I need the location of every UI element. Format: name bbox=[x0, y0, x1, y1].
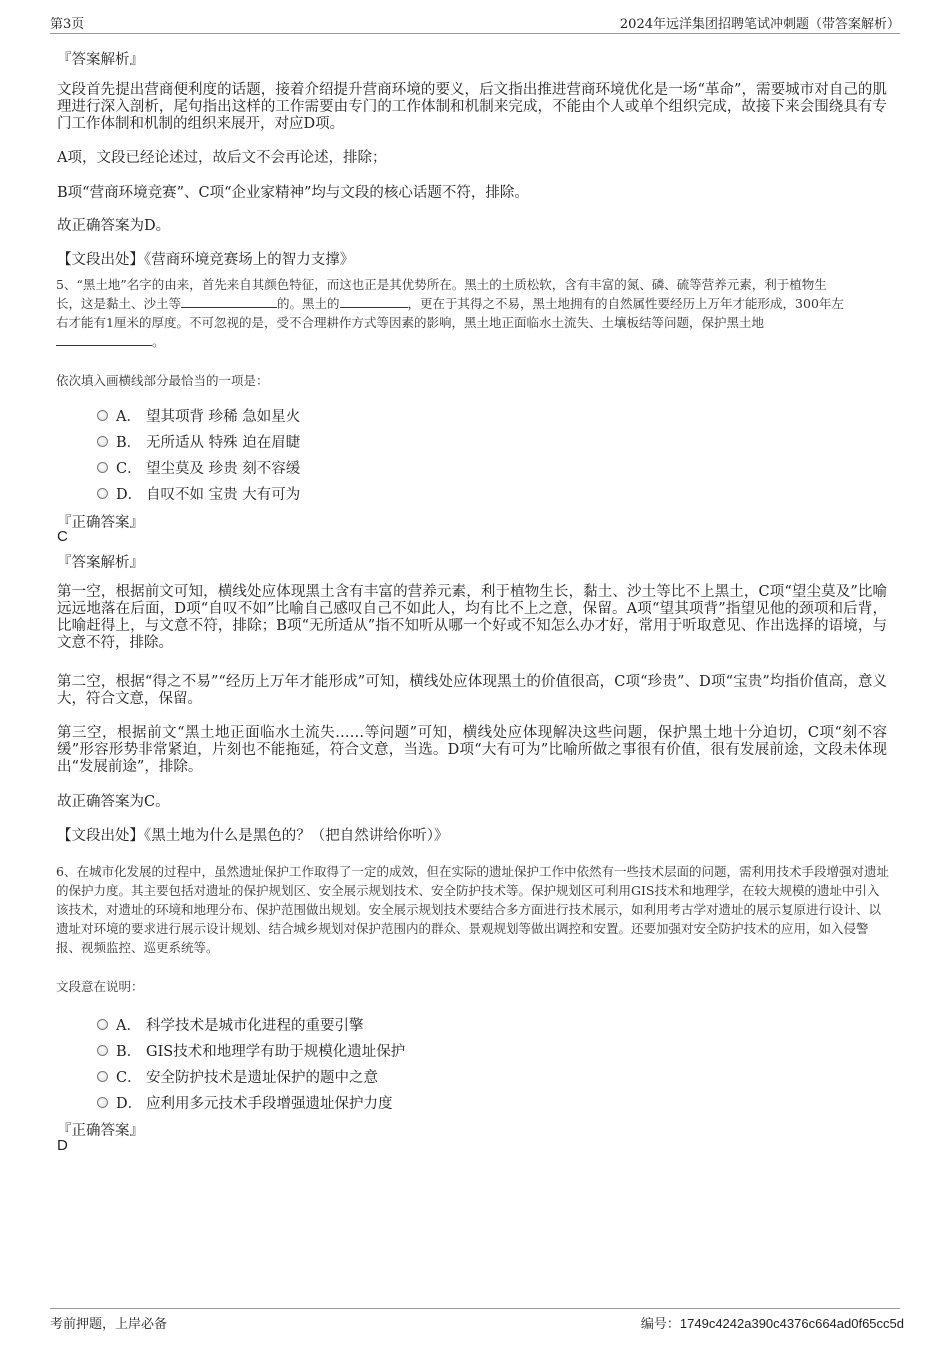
radio-icon[interactable] bbox=[97, 1045, 108, 1056]
analysis-paragraph: 第一空，根据前文可知，横线处应体现黑土含有丰富的营养元素，利于植物生长，黏土、沙土等比不上黑土，C项“望尘莫及”比喻远远地落在后面，D项“自叹不如”比喻自己感叹自己不如此人，均有比不上之意，保留。A项“望其项背”指望见他的颈项和后背，比喻赶得上，与文意不符，排除；B项“无所适从”指不知听从哪一个好或不知怎么办才好，常用于听取意见、作出选择的语境，与文意不符，排除。 bbox=[57, 584, 887, 651]
question-prompt: 文段意在说明： bbox=[56, 979, 144, 994]
option-d[interactable]: D． 自叹不如 宝贵 大有可为 bbox=[97, 483, 300, 504]
fill-blank-1 bbox=[181, 295, 277, 308]
correct-answer-value: D bbox=[57, 1137, 68, 1154]
correct-answer-statement: 故正确答案为D。 bbox=[57, 218, 171, 234]
analysis-paragraph: 第三空，根据前文“黑土地正面临水土流失……等问题”可知，横线处应体现解决这些问题，保护黑土地十分迫切，C项“刻不容缓”形容形势非常紧迫，片刻也不能拖延，符合文意，当选。D项“大有可为”比喻所做之事很有价值，很有发展前途，文段未体现出“发展前途”，排除。 bbox=[57, 725, 887, 775]
analysis-label: 『答案解析』 bbox=[57, 555, 144, 571]
correct-answer-value: C bbox=[57, 528, 68, 545]
correct-answer-label: 『正确答案』 bbox=[57, 515, 144, 531]
question-6-stem: 6、在城市化发展的过程中，虽然遗址保护工作取得了一定的成效，但在实际的遗址保护工作中依然有一些技术层面的问题，需利用技术手段增强对遗址的保护力度。其主要包括对遗址的保护规划区、安全展示规划技术、安全防护技术等。保护规划区可利用GIS技术和地理学，在较大规模的遗址中引入该技术，对遗址的环境和地理分布、保护范围做出规划。安全展示规划技术要结合多方面进行技术展示，如利用考古学对遗址的展示复原进行设计、以遗址对环境的要求进行展示设计规划、结合城乡规划对保护范围内的群众、景观规划等做出调控和安置。还要加强对安全防护技术的应用，如入侵警报、视频监控、巡更系统等。 bbox=[56, 864, 889, 955]
document-id: 编号：1749c4242a390c4376c664ad0f65cc5d bbox=[640, 1316, 904, 1331]
radio-icon[interactable] bbox=[97, 488, 108, 499]
footer-divider bbox=[50, 1308, 900, 1309]
question-5-stem bbox=[56, 275, 890, 351]
option-b[interactable]: B． 无所适从 特殊 迫在眉睫 bbox=[97, 431, 300, 452]
radio-icon[interactable] bbox=[97, 1071, 108, 1082]
radio-icon[interactable] bbox=[97, 436, 108, 447]
analysis-paragraph: B项“营商环境竞赛”、C项“企业家精神”均与文段的核心话题不符，排除。 bbox=[57, 185, 529, 201]
radio-icon[interactable] bbox=[97, 1097, 108, 1108]
page-number: 第3页 bbox=[50, 17, 85, 32]
correct-answer-statement: 故正确答案为C。 bbox=[57, 794, 170, 810]
correct-answer-label: 『正确答案』 bbox=[57, 1123, 144, 1139]
option-a[interactable]: A． 科学技术是城市化进程的重要引擎 bbox=[97, 1014, 364, 1035]
question-text-line: 右才能有1厘米的厚度。不可忽视的是，受不合理耕作方式等因素的影响，黑土地正面临水土流失、土壤板结等问题，保护黑土地 bbox=[56, 315, 764, 330]
analysis-paragraph: 第二空，根据“得之不易”“经历上万年才能形成”可知，横线处应体现黑土的价值很高，C项“珍贵”、D项“宝贵”均指价值高，意义大，符合文意，保留。 bbox=[57, 674, 887, 707]
document-title: 2024年远洋集团招聘笔试冲刺题（带答案解析） bbox=[619, 17, 900, 32]
radio-icon[interactable] bbox=[97, 462, 108, 473]
question-text-line: 。 bbox=[56, 332, 890, 351]
source-citation: 【文段出处】《黑土地为什么是黑色的？（把自然讲给你听）》 bbox=[57, 828, 449, 844]
question-text-line: 5、“黑土地”名字的由来，首先来自其颜色特征，而这也正是其优势所在。黑土的土质松软，含有丰富的氮、磷、硫等营养元素，利于植物生 bbox=[56, 277, 827, 292]
question-text-line: 长，这是黏土、沙土等 的。黑土的 ，更在于其得之不易，黑土地拥有的自然属性要经历上万年才能形成，300年左 bbox=[56, 296, 844, 311]
source-citation: 【文段出处】《营商环境竞赛场上的智力支撑》 bbox=[57, 252, 355, 268]
option-c[interactable]: C． 安全防护技术是遗址保护的题中之意 bbox=[97, 1066, 378, 1087]
option-b[interactable]: B． GIS技术和地理学有助于规模化遗址保护 bbox=[97, 1040, 405, 1061]
radio-icon[interactable] bbox=[97, 1019, 108, 1030]
option-a[interactable]: A． 望其项背 珍稀 急如星火 bbox=[97, 405, 300, 426]
analysis-label: 『答案解析』 bbox=[57, 52, 144, 68]
radio-icon[interactable] bbox=[97, 410, 108, 421]
header-divider bbox=[50, 33, 900, 34]
fill-blank-3 bbox=[56, 333, 152, 346]
option-d[interactable]: D． 应利用多元技术手段增强遗址保护力度 bbox=[97, 1092, 393, 1113]
fill-blank-2 bbox=[340, 295, 408, 308]
footer-slogan: 考前押题，上岸必备 bbox=[50, 1317, 168, 1332]
question-prompt: 依次填入画横线部分最恰当的一项是： bbox=[56, 373, 269, 388]
option-c[interactable]: C． 望尘莫及 珍贵 刻不容缓 bbox=[97, 457, 300, 478]
analysis-paragraph: A项，文段已经论述过，故后文不会再论述，排除； bbox=[57, 150, 387, 166]
analysis-paragraph: 文段首先提出营商便利度的话题，接着介绍提升营商环境的要义，后文指出推进营商环境优化是一场“革命”，需要城市对自己的肌理进行深入剖析，尾句指出这样的工作需要由专门的工作体制和机制来完成，不能由个人或单个组织完成，故接下来会围绕具有专门工作体制和机制的组织来展开，对应D项。 bbox=[57, 82, 887, 132]
